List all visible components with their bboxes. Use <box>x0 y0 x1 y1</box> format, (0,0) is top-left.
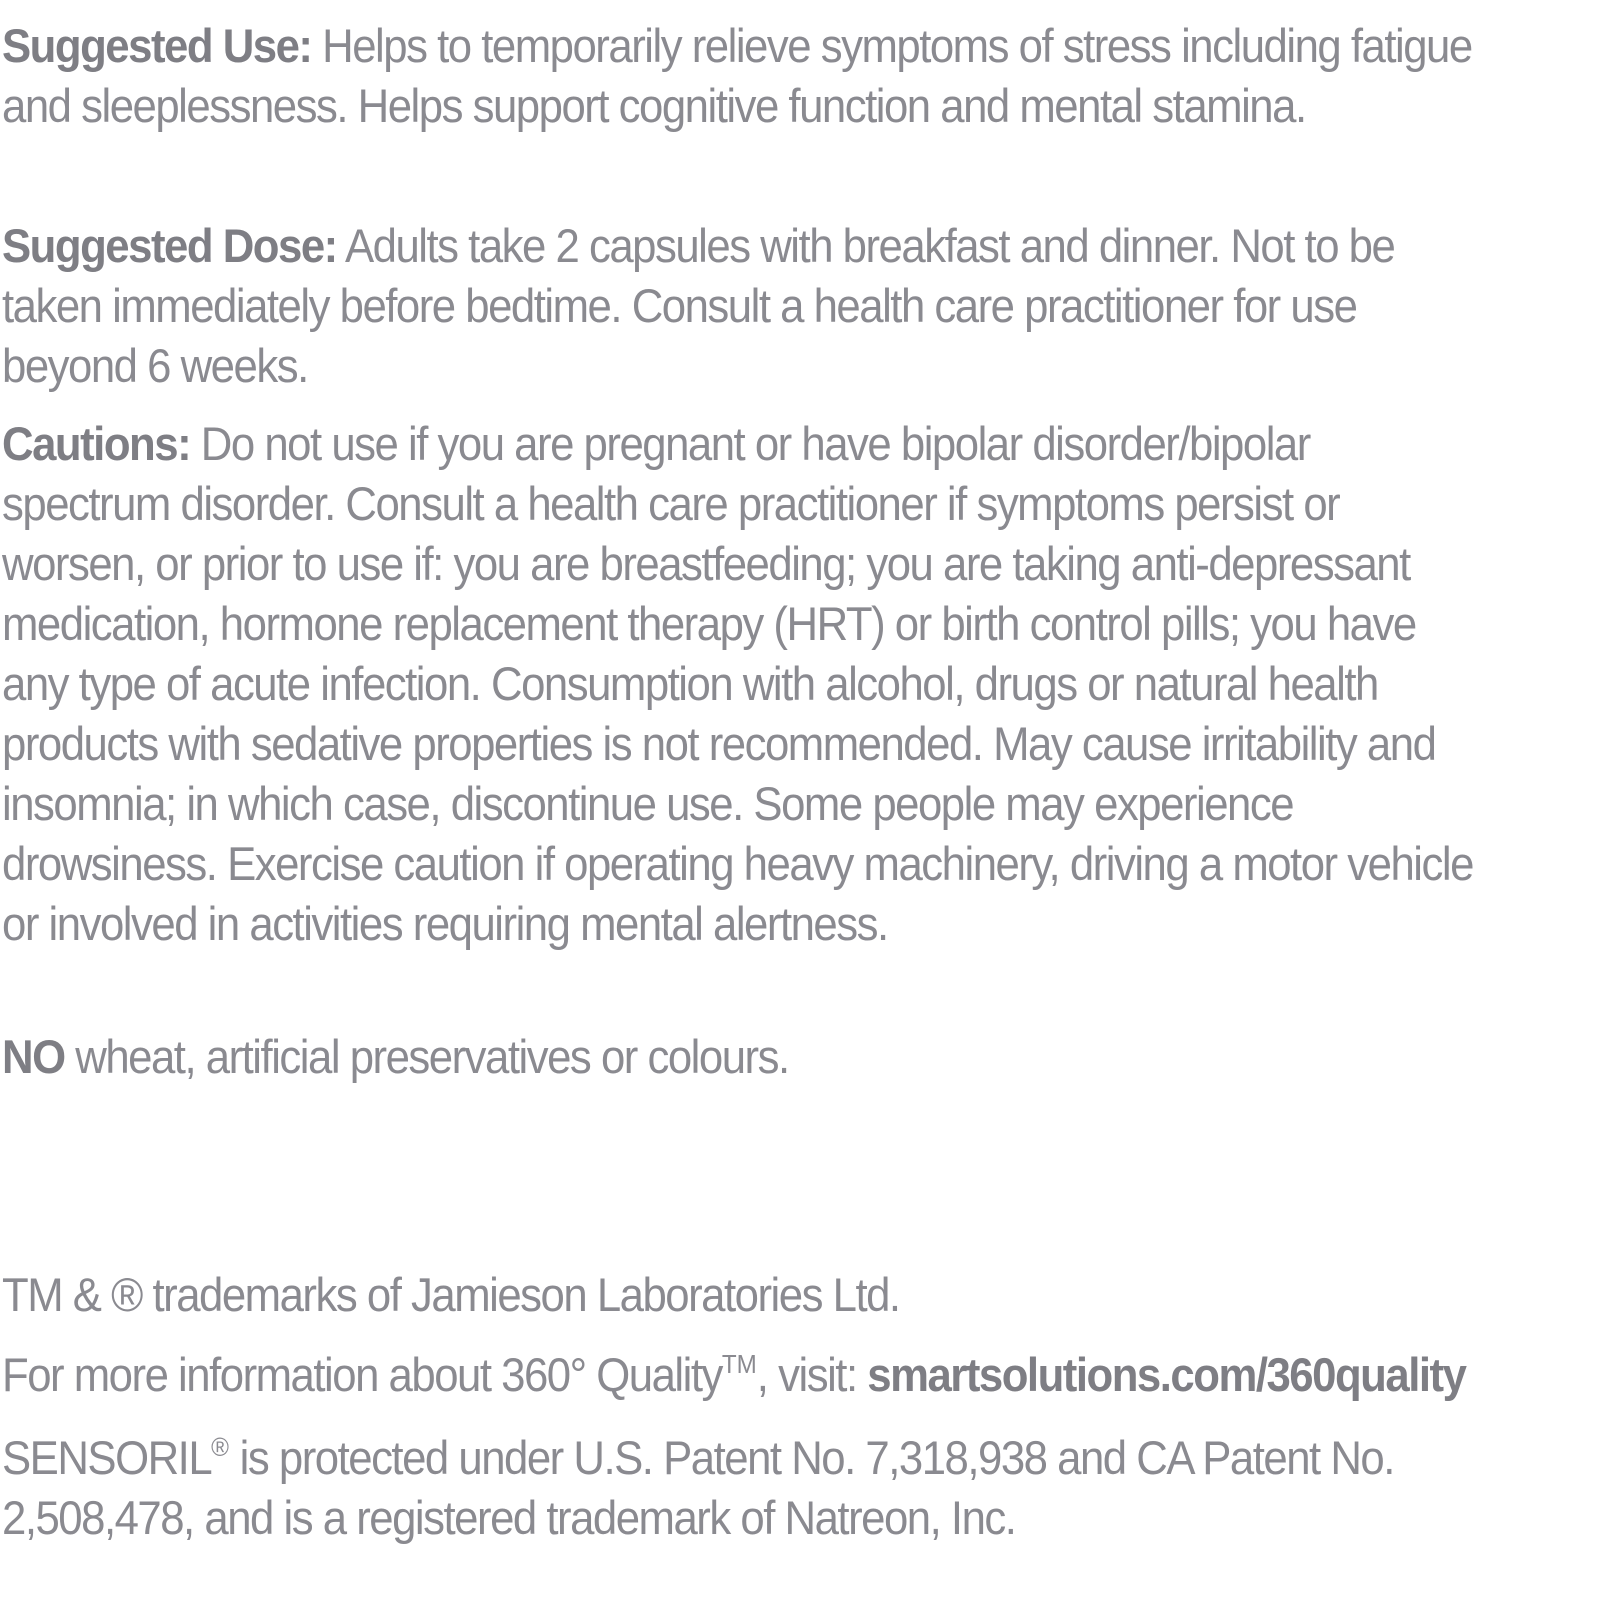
more-info-middle: , visit: <box>756 1348 868 1401</box>
patent-text: is protected under U.S. Patent No. 7,318,938 and CA Patent No. 2,508,478, and is a registered trademark of Natreon, Inc. <box>2 1431 1394 1544</box>
suggested-use-text: Helps to temporarily relieve symptoms of stress including fatigue and sleeplessness. Helps support cognitive function and mental stamina. <box>2 19 1472 132</box>
patent-notice <box>2 1428 1485 1548</box>
cautions-text: Do not use if you are pregnant or have bipolar disorder/bipolar spectrum disorder. Consult a health care practitioner if symptoms persist or worsen, or prior to use if: you are breastfeeding; you are taking anti-depressant medication, hormone replacement therapy (HRT) or birth control pills; you have any type of acute infection. Consumption with alcohol, drugs or natural health products with sedative properties is not recommended. May cause irritability and insomnia; in which case, discontinue use. Some people may experience drowsiness. Exercise caution if operating heavy machinery, driving a motor vehicle or involved in activities requiring mental alertness. <box>2 417 1473 950</box>
free-from-text: wheat, artificial preservatives or colours. <box>64 1030 789 1083</box>
suggested-use-paragraph <box>2 16 1485 136</box>
more-info-line <box>2 1345 1597 1405</box>
trademark-notice <box>2 1265 1485 1325</box>
registered-mark: ® <box>211 1432 229 1462</box>
trademark-text: TM & ® trademarks of Jamieson Laboratories Ltd. <box>2 1268 900 1321</box>
more-info-prefix: For more information about 360° Quality <box>2 1348 722 1401</box>
free-from-heading: NO <box>2 1030 65 1083</box>
cautions-heading: Cautions: <box>2 417 191 470</box>
suggested-dose-text: Adults take 2 capsules with breakfast and dinner. Not to be taken immediately before bedtime. Consult a health care practitioner for use beyond 6 weeks. <box>2 219 1395 392</box>
quality-trademark-mark: TM <box>721 1349 757 1379</box>
suggested-use-heading: Suggested Use: <box>2 19 312 72</box>
more-info-url: smartsolutions.com/360quality <box>867 1348 1466 1401</box>
suggested-dose-paragraph <box>2 216 1485 396</box>
suggested-dose-heading: Suggested Dose: <box>2 219 337 272</box>
patent-brand: SENSORIL <box>2 1431 212 1484</box>
free-from-paragraph <box>2 1027 1485 1087</box>
cautions-paragraph <box>2 414 1485 954</box>
